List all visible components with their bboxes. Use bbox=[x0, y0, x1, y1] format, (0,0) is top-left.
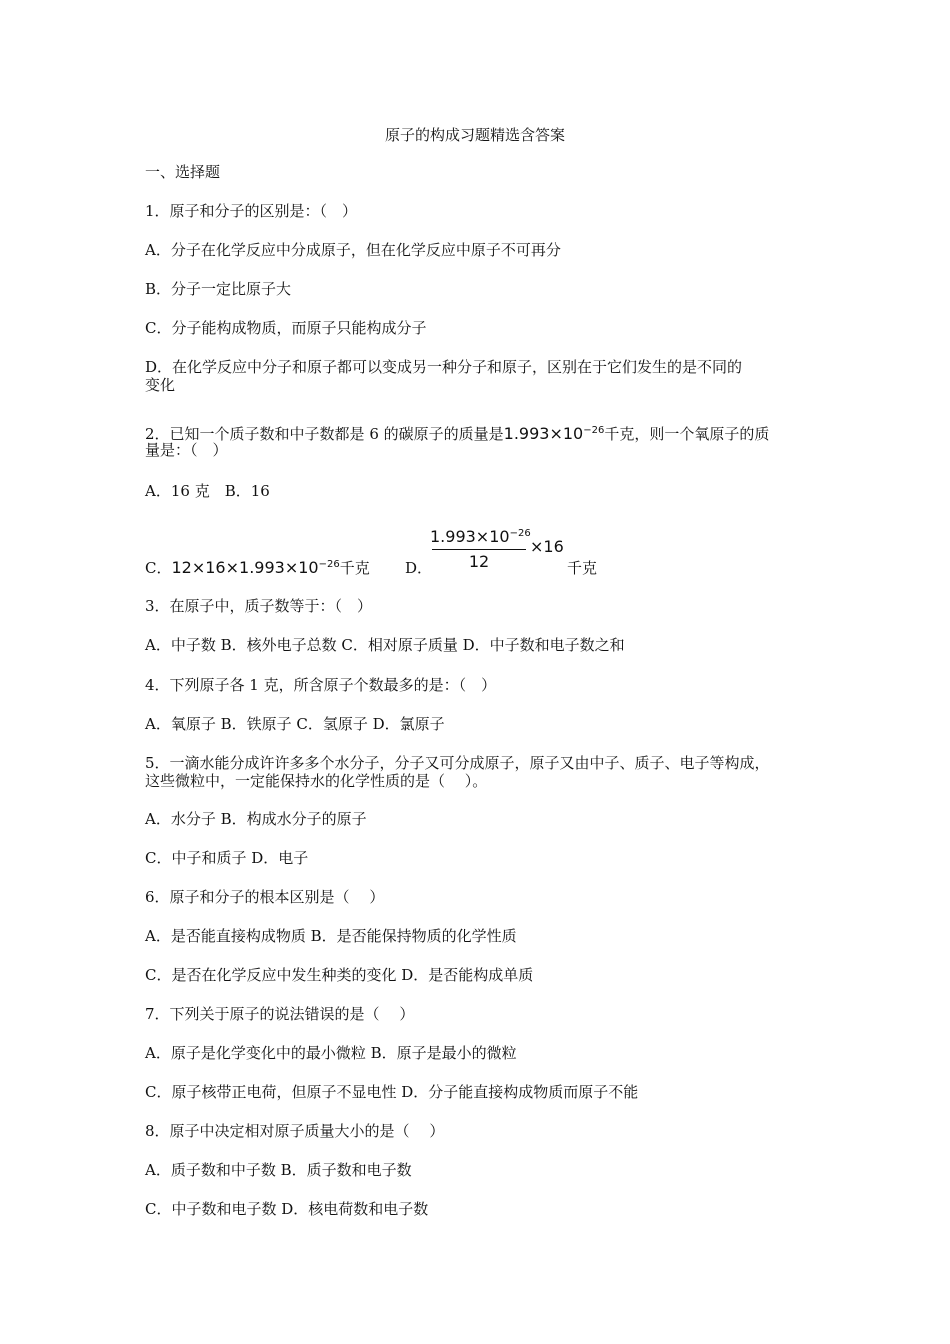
question-1-option-a: A．分子在化学反应中分成原子，但在化学反应中原子不可再分 bbox=[145, 241, 561, 259]
section-heading: 一、选择题 bbox=[145, 163, 221, 181]
question-7-options-ab: A．原子是化学变化中的最小微粒 B．原子是最小的微粒 bbox=[145, 1044, 517, 1062]
fraction-numerator bbox=[430, 525, 531, 546]
question-4-stem: 4．下列原子各 1 克，所含原子个数最多的是：（ ） bbox=[145, 676, 497, 694]
option-c-expression bbox=[171, 558, 339, 577]
question-2-option-c bbox=[145, 556, 370, 577]
question-5-options-ab: A．水分子 B．构成水分子的原子 bbox=[145, 810, 367, 828]
option-c-exponent: −26 bbox=[318, 559, 340, 570]
option-d-unit: 千克 bbox=[567, 559, 598, 577]
question-6-stem: 6．原子和分子的根本区别是（ ） bbox=[145, 888, 385, 906]
option-d-multiplier: ×16 bbox=[530, 537, 564, 556]
question-4-options: A．氧原子 B．铁原子 C．氢原子 D．氯原子 bbox=[145, 715, 445, 733]
question-1-option-d: D．在化学反应中分子和原子都可以变成另一种分子和原子，区别在于它们发生的是不同的 bbox=[145, 358, 743, 376]
question-7-options-cd: C．原子核带正电荷，但原子不显电性 D．分子能直接构成物质而原子不能 bbox=[145, 1083, 639, 1101]
numerator-base: 1.993×10 bbox=[430, 527, 510, 546]
question-5-options-cd: C．中子和质子 D．电子 bbox=[145, 849, 309, 867]
question-2-stem-cont: 量是：（ ） bbox=[145, 441, 228, 459]
option-d-label: D． bbox=[405, 559, 433, 577]
question-1-stem: 1．原子和分子的区别是：（ ） bbox=[145, 202, 358, 220]
document-title: 原子的构成习题精选含答案 bbox=[384, 126, 565, 144]
numerator-exponent: −26 bbox=[509, 528, 531, 539]
question-3-options: A．中子数 B．核外电子总数 C．相对原子质量 D．中子数和电子数之和 bbox=[145, 636, 625, 654]
question-2-stem-pre: 2．已知一个质子数和中子数都是 6 的碳原子的质量是 bbox=[145, 425, 504, 443]
question-8-options-cd: C．中子数和电子数 D．核电荷数和电子数 bbox=[145, 1200, 429, 1218]
question-8-stem: 8．原子中决定相对原子质量大小的是（ ） bbox=[145, 1122, 445, 1140]
question-3-stem: 3．在原子中，质子数等于：（ ） bbox=[145, 597, 373, 615]
question-1-option-b: B．分子一定比原子大 bbox=[145, 280, 292, 298]
question-6-options-ab: A．是否能直接构成物质 B．是否能保持物质的化学性质 bbox=[145, 927, 517, 945]
option-c-label: C． bbox=[145, 559, 172, 577]
carbon-mass-exponent: −26 bbox=[583, 425, 605, 436]
question-1-option-d-cont: 变化 bbox=[145, 376, 176, 394]
question-2-options-ab: A．16 克 B．16 bbox=[145, 482, 270, 500]
option-c-base: 12×16×1.993×10 bbox=[171, 558, 319, 577]
question-8-options-ab: A．质子数和中子数 B．质子数和电子数 bbox=[145, 1161, 412, 1179]
question-2-stem-post: 千克，则一个氧原子的质 bbox=[604, 425, 770, 443]
question-5-stem-cont: 这些微粒中，一定能保持水的化学性质的是（ ）。 bbox=[145, 772, 488, 790]
option-c-unit: 千克 bbox=[339, 559, 370, 577]
option-d-fraction bbox=[430, 525, 531, 571]
carbon-mass-expression bbox=[504, 424, 605, 443]
carbon-mass-base: 1.993×10 bbox=[503, 424, 584, 443]
question-2-stem bbox=[145, 422, 769, 443]
question-5-stem: 5．一滴水能分成许许多多个水分子，分子又可分成原子，原子又由中子、质子、电子等构成， bbox=[145, 754, 770, 772]
question-7-stem: 7．下列关于原子的说法错误的是（ ） bbox=[145, 1005, 415, 1023]
fraction-denominator: 12 bbox=[468, 552, 490, 571]
fraction-bar bbox=[432, 549, 526, 550]
question-6-options-cd: C．是否在化学反应中发生种类的变化 D．是否能构成单质 bbox=[145, 966, 534, 984]
question-1-option-c: C．分子能构成物质，而原子只能构成分子 bbox=[145, 319, 427, 337]
